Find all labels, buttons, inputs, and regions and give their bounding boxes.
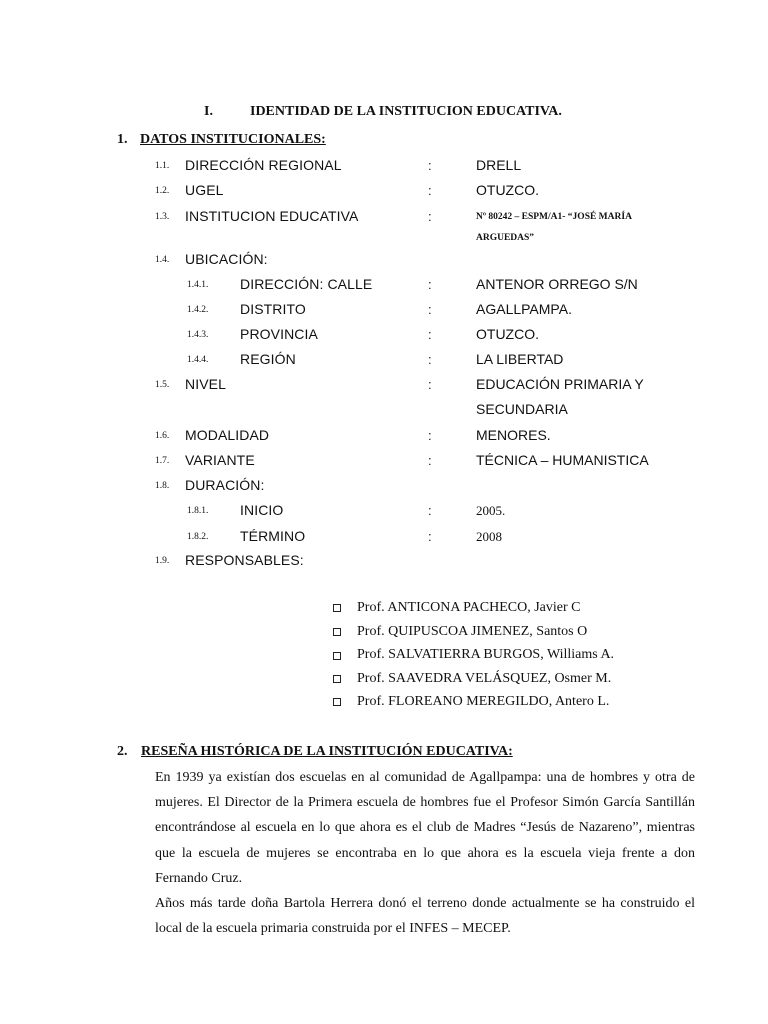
row-value: ANTENOR ORREGO S/N bbox=[476, 276, 638, 292]
row-label: PROVINCIA bbox=[240, 326, 318, 342]
responsable-name: Prof. ANTICONA PACHECO, Javier C bbox=[357, 600, 581, 615]
row-separator: : bbox=[428, 277, 432, 292]
row-label: DURACIÓN: bbox=[185, 477, 265, 493]
row-separator: : bbox=[428, 453, 432, 468]
row-value: 2005. bbox=[476, 503, 506, 518]
row-value: OTUZCO. bbox=[476, 326, 539, 342]
row-value: LA LIBERTAD bbox=[476, 351, 564, 367]
row-value: 2008 bbox=[476, 529, 502, 544]
row-label: DIRECCIÓN: CALLE bbox=[240, 276, 373, 292]
row-number: 1.5. bbox=[155, 380, 170, 390]
row-separator: : bbox=[428, 428, 432, 443]
row-label: TÉRMINO bbox=[240, 528, 306, 544]
row-number: 1.4.1. bbox=[187, 280, 209, 290]
row-label: REGIÓN bbox=[240, 351, 296, 367]
row-separator: : bbox=[428, 529, 432, 544]
history-paragraph-1: En 1939 ya existían dos escuelas en al comunidad de Agallpampa: una de hombres y otra de mujeres. El Director de la Primera escuela de hombres fue el Profesor Simón García Santillán encontrándose al escuela en lo que ahora es el club de Madres “Jesús de Nazareno”, mientras que la escuela de mujeres se encontraba en lo que ahora es la escuela vieja frente a don Fernando Cruz. bbox=[155, 770, 695, 886]
title-roman-numeral: I. bbox=[204, 104, 213, 119]
row-number: 1.4.3. bbox=[187, 330, 209, 340]
row-label: NIVEL bbox=[185, 376, 226, 392]
row-separator: : bbox=[428, 183, 432, 198]
row-separator: : bbox=[428, 209, 432, 224]
square-bullet-icon bbox=[333, 698, 341, 706]
section2-heading: RESEÑA HISTÓRICA DE LA INSTITUCIÓN EDUCATIVA: bbox=[141, 744, 513, 759]
square-bullet-icon bbox=[333, 675, 341, 683]
responsable-name: Prof. SAAVEDRA VELÁSQUEZ, Osmer M. bbox=[357, 671, 612, 686]
row-number: 1.8.2. bbox=[187, 532, 209, 542]
row-value: MENORES. bbox=[476, 427, 551, 443]
row-number: 1.6. bbox=[155, 431, 170, 441]
row-value: AGALLPAMPA. bbox=[476, 301, 572, 317]
responsable-name: Prof. QUIPUSCOA JIMENEZ, Santos O bbox=[357, 624, 588, 639]
row-separator: : bbox=[428, 377, 432, 392]
row-number: 1.2. bbox=[155, 186, 170, 196]
row-number: 1.9. bbox=[155, 556, 170, 566]
square-bullet-icon bbox=[333, 628, 341, 636]
row-number: 1.3. bbox=[155, 212, 170, 222]
row-separator: : bbox=[428, 158, 432, 173]
section1-number: 1. bbox=[117, 132, 128, 147]
square-bullet-icon bbox=[333, 604, 341, 612]
row-value-line1: EDUCACIÓN PRIMARIA Y bbox=[476, 376, 644, 392]
row-label: INICIO bbox=[240, 502, 284, 518]
row-number: 1.7. bbox=[155, 456, 170, 466]
row-number: 1.1. bbox=[155, 161, 170, 171]
row-label: DISTRITO bbox=[240, 301, 306, 317]
row-separator: : bbox=[428, 327, 432, 342]
row-number: 1.4.2. bbox=[187, 305, 209, 315]
history-paragraph-2: Años más tarde doña Bartola Herrera donó el terreno donde actualmente se ha construido el local de la escuela primaria construida por el INFES – MECEP. bbox=[155, 896, 695, 937]
section2-number: 2. bbox=[117, 744, 128, 759]
row-number: 1.4. bbox=[155, 255, 170, 265]
row-value: OTUZCO. bbox=[476, 182, 539, 198]
section1-heading: DATOS INSTITUCIONALES: bbox=[140, 132, 326, 147]
row-value-line2: SECUNDARIA bbox=[476, 401, 568, 417]
row-value: DRELL bbox=[476, 157, 522, 173]
row-label: UGEL bbox=[185, 182, 224, 198]
row-separator: : bbox=[428, 503, 432, 518]
row-separator: : bbox=[428, 352, 432, 367]
page-title: IDENTIDAD DE LA INSTITUCION EDUCATIVA. bbox=[250, 104, 562, 119]
row-label: INSTITUCION EDUCATIVA bbox=[185, 208, 359, 224]
row-label: DIRECCIÓN REGIONAL bbox=[185, 157, 342, 173]
row-value-line2: ARGUEDAS” bbox=[476, 233, 535, 243]
row-label: MODALIDAD bbox=[185, 427, 270, 443]
row-separator: : bbox=[428, 302, 432, 317]
row-number: 1.8. bbox=[155, 481, 170, 491]
row-label: RESPONSABLES: bbox=[185, 552, 304, 568]
responsable-name: Prof. SALVATIERRA BURGOS, Williams A. bbox=[357, 647, 615, 662]
square-bullet-icon bbox=[333, 652, 341, 660]
row-label: UBICACIÓN: bbox=[185, 251, 268, 267]
row-value: TÉCNICA – HUMANISTICA bbox=[476, 452, 649, 468]
responsable-name: Prof. FLOREANO MEREGILDO, Antero L. bbox=[357, 694, 610, 709]
row-value-line1: Nº 80242 – ESPM/A1- “JOSÉ MARÍA bbox=[476, 212, 632, 222]
row-label: VARIANTE bbox=[185, 452, 255, 468]
row-number: 1.4.4. bbox=[187, 355, 209, 365]
row-number: 1.8.1. bbox=[187, 506, 209, 516]
